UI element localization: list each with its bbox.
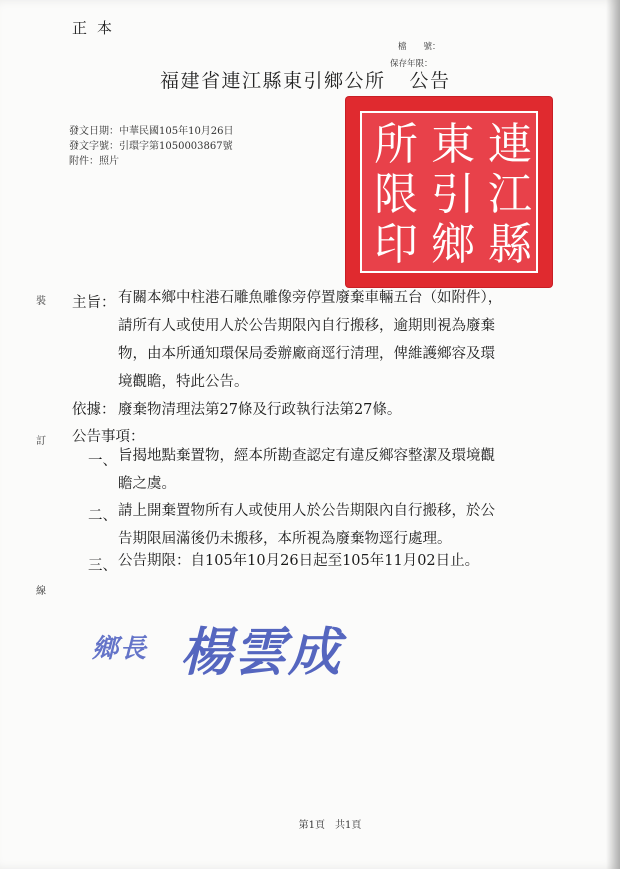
signature-title: 鄉長 — [92, 634, 149, 664]
file-number-label: 檔 號： — [398, 42, 441, 52]
page-number: 第1頁 共1頁 — [298, 820, 362, 831]
page-title — [160, 66, 451, 93]
list-item — [118, 497, 558, 553]
title-org: 福建省連江縣東引鄉公所 — [160, 70, 386, 92]
item-line: 瞻之虞。 — [118, 476, 176, 492]
title-suffix: 公告 — [409, 70, 451, 92]
copy-mark: 正本 — [72, 19, 123, 37]
seal-char: 鄉 — [431, 219, 475, 270]
page-edge-shadow — [606, 0, 620, 869]
attachment: 附件：照片 — [69, 156, 119, 167]
items-label: 公告事項： — [72, 429, 145, 445]
issue-date: 發文日期：中華民國105年10月26日 — [69, 126, 234, 137]
seal-char: 江 — [488, 169, 532, 220]
seal-char: 印 — [374, 219, 418, 270]
signature-stamp — [92, 610, 392, 690]
subject-line: 請所有人或使用人於公告期限內自行搬移，逾期則視為廢棄 — [118, 318, 495, 334]
item-number: 二、 — [88, 508, 117, 524]
list-item — [118, 442, 558, 498]
item-line: 公告期限：自105年10月26日起至105年11月02日止。 — [118, 553, 480, 569]
official-seal — [346, 97, 552, 287]
document-number: 發文字號：引環字第1050003867號 — [69, 141, 233, 152]
basis-label: 依據： — [72, 402, 116, 418]
seal-char: 東 — [431, 119, 475, 170]
seal-char: 所 — [374, 119, 418, 170]
seal-char: 引 — [431, 169, 475, 220]
binding-mark: 裝 — [36, 296, 46, 307]
subject-line: 有關本鄉中柱港石雕魚雕像旁停置廢棄車輛五台（如附件）， — [118, 290, 503, 306]
seal-char: 限 — [374, 169, 418, 220]
subject-line: 境觀瞻，特此公告。 — [118, 374, 249, 390]
list-item — [118, 547, 558, 575]
item-line: 請上開棄置物所有人或使用人於公告期限內自行搬移，於公 — [118, 503, 495, 519]
item-number: 三、 — [88, 558, 117, 574]
seal-border — [360, 111, 538, 273]
subject-label: 主旨： — [72, 295, 116, 311]
seal-char: 縣 — [488, 219, 532, 270]
subject-text — [118, 284, 558, 396]
item-line: 旨揭地點棄置物，經本所勘查認定有違反鄉容整潔及環境觀 — [118, 448, 495, 464]
basis-text: 廢棄物清理法第27條及行政執行法第27條。 — [118, 402, 402, 418]
subject-line: 物，由本所通知環保局委辦廠商逕行清理，俾維護鄉容及環 — [118, 346, 495, 362]
binding-mark: 訂 — [36, 436, 46, 447]
seal-char: 連 — [488, 119, 532, 170]
signature-name: 楊雲成 — [180, 622, 343, 683]
item-line: 告期限屆滿後仍未搬移，本所視為廢棄物逕行處理。 — [118, 531, 452, 547]
retention-label: 保存年限： — [390, 59, 433, 69]
binding-mark: 線 — [36, 586, 46, 597]
item-number: 一、 — [88, 453, 117, 469]
